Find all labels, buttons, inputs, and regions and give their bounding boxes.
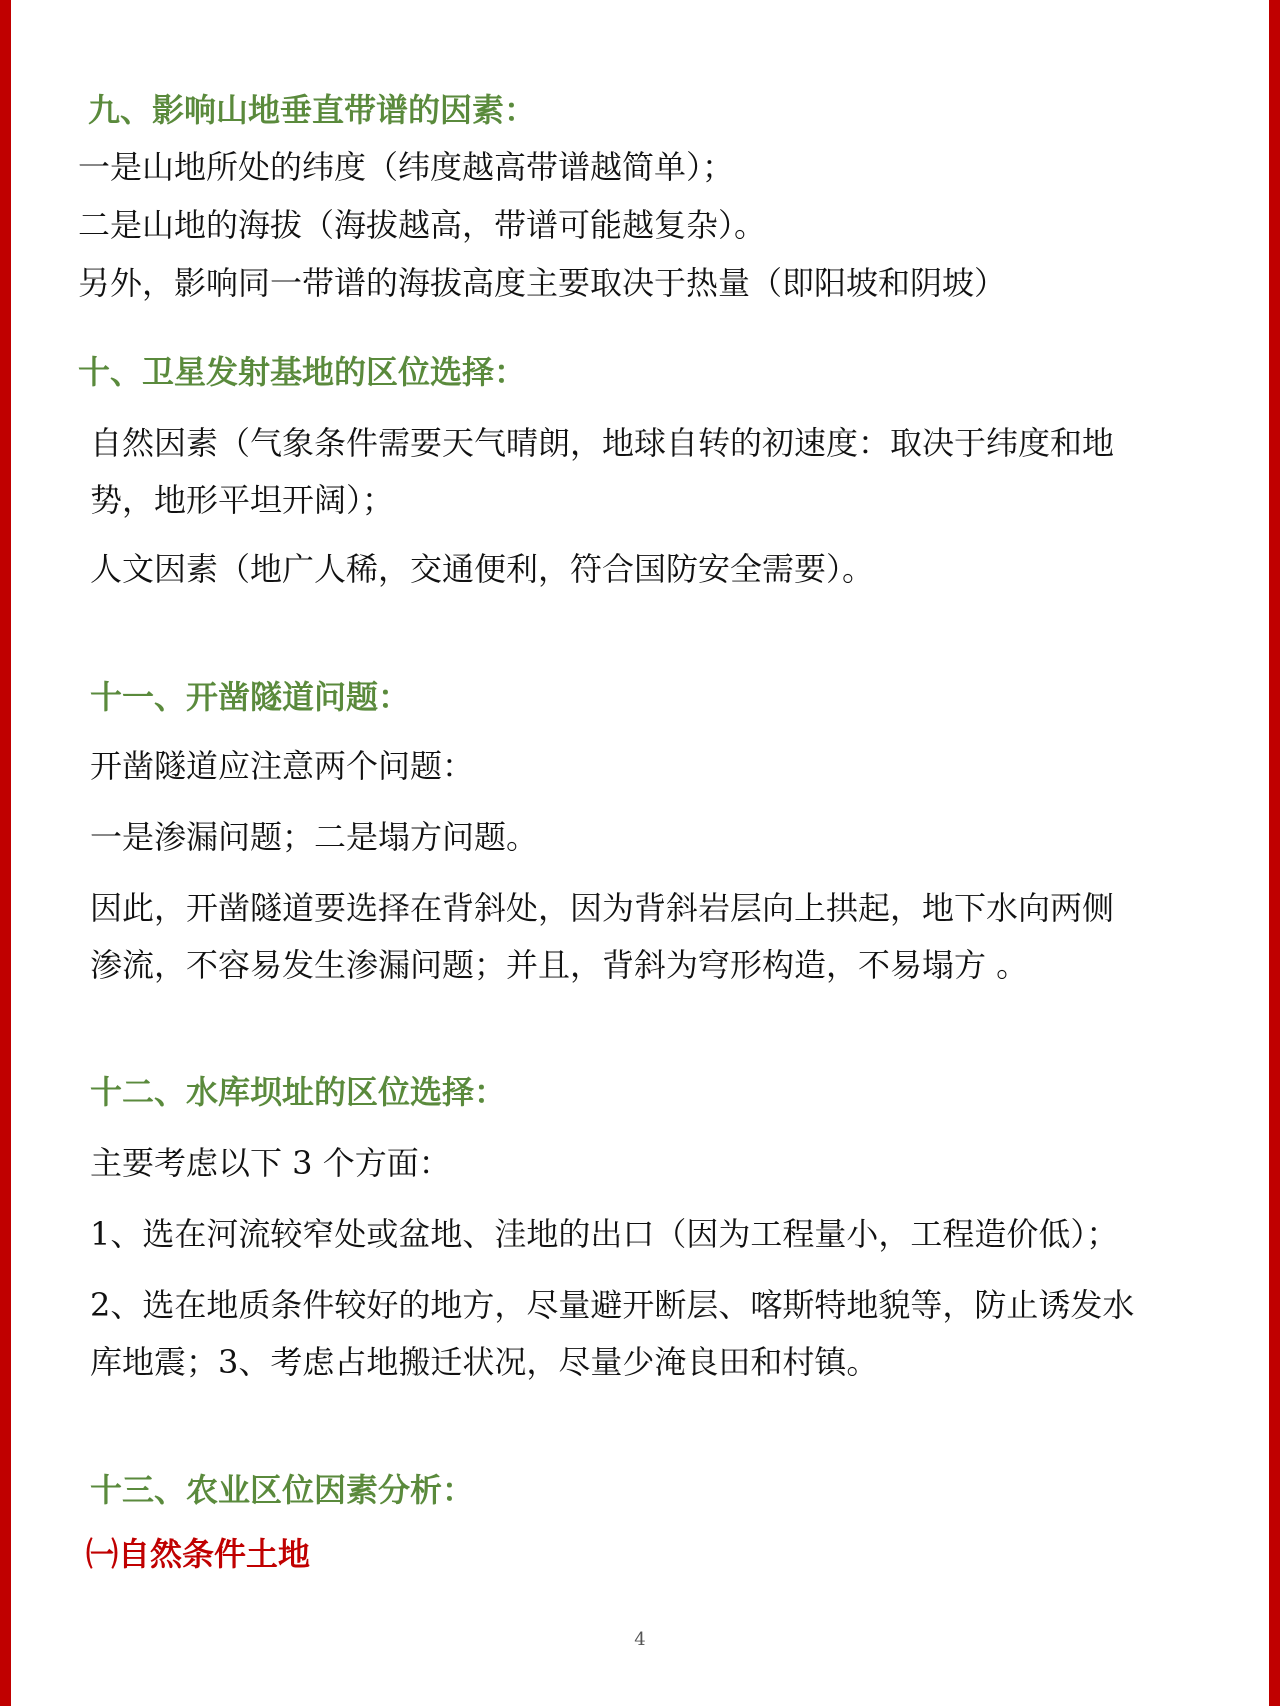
section-11-title: 十一、开凿隧道问题： — [90, 678, 411, 716]
section-12-line-2: 1、选在河流较窄处或盆地、洼地的出口（因为工程量小，工程造价低）； — [90, 1215, 1119, 1253]
page-border-right — [1269, 0, 1280, 1706]
section-10-line-3: 人文因素（地广人稀，交通便利，符合国防安全需要）。 — [90, 550, 875, 588]
section-11-line-3: 因此，开凿隧道要选择在背斜处，因为背斜岩层向上拱起，地下水向两侧 — [90, 889, 1115, 927]
section-12-title: 十二、水库坝址的区位选择： — [90, 1073, 507, 1111]
page-border-left — [0, 0, 11, 1706]
section-9-line-3: 另外，影响同一带谱的海拔高度主要取决于热量（即阳坡和阴坡） — [78, 264, 1007, 302]
section-10-line-1: 自然因素（气象条件需要天气晴朗，地球自转的初速度：取决于纬度和地 — [90, 424, 1115, 462]
section-12-line-1: 主要考虑以下 3 个方面： — [90, 1144, 451, 1182]
section-13-subtitle: ㈠自然条件土地 — [86, 1535, 311, 1573]
section-12-line-4: 库地震；3、考虑占地搬迁状况，尽量少淹良田和村镇。 — [90, 1343, 879, 1381]
section-11-line-4: 渗流，不容易发生渗漏问题；并且，背斜为穹形构造，不易塌方 。 — [90, 946, 1029, 984]
section-10-line-2: 势，地形平坦开阔）； — [90, 481, 395, 519]
section-11-line-2: 一是渗漏问题；二是塌方问题。 — [90, 818, 539, 856]
section-9-line-1: 一是山地所处的纬度（纬度越高带谱越简单）； — [78, 148, 735, 186]
section-13-title: 十三、农业区位因素分析： — [90, 1471, 475, 1509]
section-9-title: 九、影响山地垂直带谱的因素： — [88, 91, 537, 129]
page-number: 4 — [634, 1629, 646, 1650]
section-12-line-3: 2、选在地质条件较好的地方，尽量避开断层、喀斯特地貌等，防止诱发水 — [90, 1286, 1135, 1324]
section-10-title: 十、卫星发射基地的区位选择： — [78, 353, 527, 391]
section-9-line-2: 二是山地的海拔（海拔越高，带谱可能越复杂）。 — [78, 206, 767, 244]
section-11-line-1: 开凿隧道应注意两个问题： — [90, 747, 475, 785]
